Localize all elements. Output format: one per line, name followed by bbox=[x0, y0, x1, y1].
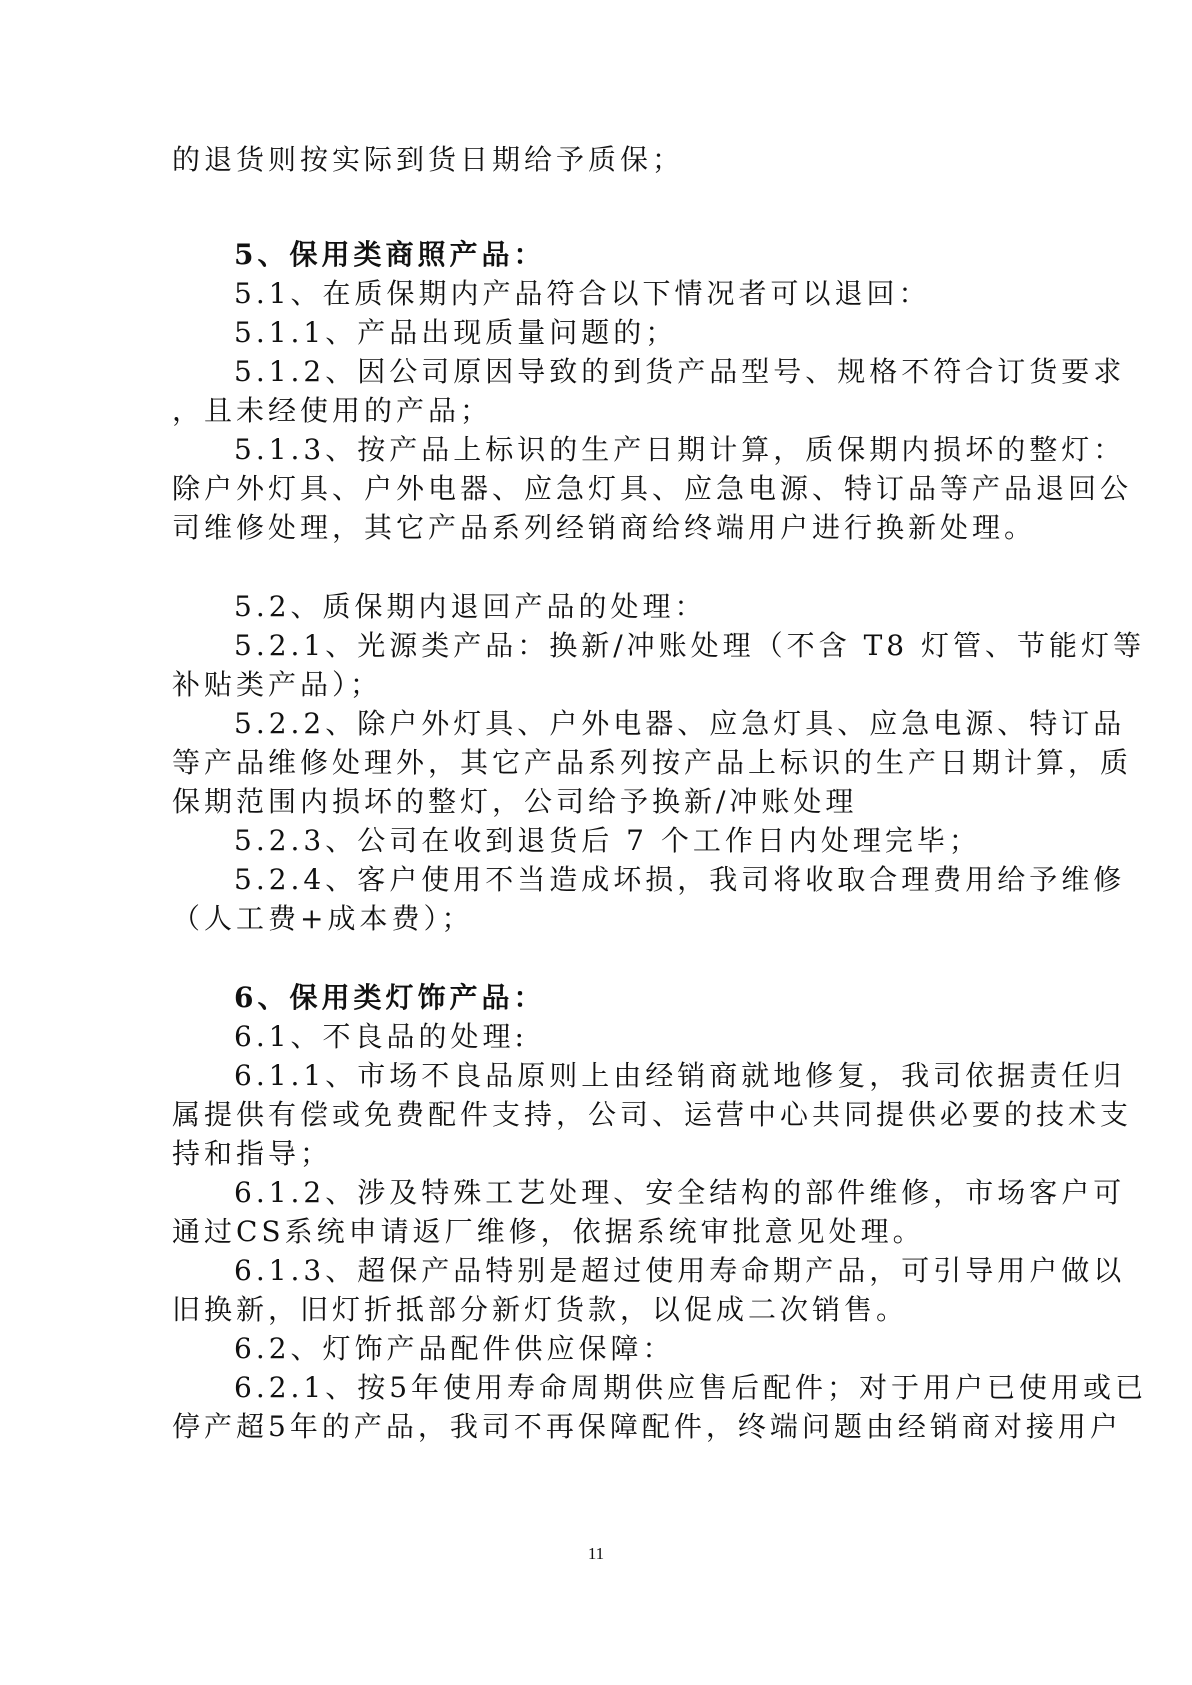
body-line: 6.1、不良品的处理: bbox=[234, 1020, 528, 1053]
body-line: 保期范围内损坏的整灯，公司给予换新/冲账处理 bbox=[172, 785, 858, 818]
document-body bbox=[172, 140, 1148, 1446]
body-line: 5.1.1、产品出现质量问题的； bbox=[234, 316, 678, 349]
body-line: 通过CS系统申请返厂维修，依据系统审批意见处理。 bbox=[172, 1215, 925, 1248]
body-line: 除户外灯具、户外电器、应急灯具、应急电源、特订品等产品退回公 bbox=[172, 472, 1133, 505]
paragraph-gap bbox=[172, 179, 1132, 235]
body-line: 停产超5年的产品，我司不再保障配件，终端问题由经销商对接用户 bbox=[172, 1410, 1122, 1443]
body-line: 5.1.3、按产品上标识的生产日期计算，质保期内损坏的整灯： bbox=[234, 433, 1126, 466]
paragraph-gap bbox=[172, 938, 1132, 978]
body-line: 6.1.1、市场不良品原则上由经销商就地修复，我司依据责任归 bbox=[234, 1059, 1126, 1092]
page-number: 11 bbox=[587, 1544, 605, 1563]
body-line: 补贴类产品）； bbox=[172, 668, 383, 701]
body-line: 的退货则按实际到货日期给予质保； bbox=[172, 143, 685, 176]
body-line: （人工费+成本费）； bbox=[172, 902, 474, 935]
section-heading: 6、保用类灯饰产品： bbox=[234, 981, 546, 1014]
body-line: 等产品维修处理外，其它产品系列按产品上标识的生产日期计算，质 bbox=[172, 746, 1133, 779]
body-line: 6.2、灯饰产品配件供应保障： bbox=[234, 1332, 675, 1365]
body-line: 6.2.1、按5年使用寿命周期供应售后配件；对于用户已使用或已 bbox=[234, 1371, 1148, 1404]
body-line: 持和指导； bbox=[172, 1137, 333, 1170]
body-line: 5.1.2、因公司原因导致的到货产品型号、规格不符合订货要求 bbox=[234, 355, 1126, 388]
body-line: 6.1.3、超保产品特别是超过使用寿命期产品，可引导用户做以 bbox=[234, 1254, 1126, 1287]
body-line: 5.2.2、除户外灯具、户外电器、应急灯具、应急电源、特订品 bbox=[234, 707, 1126, 740]
body-line: 5.2.3、公司在收到退货后 7 个工作日内处理完毕； bbox=[234, 824, 981, 857]
body-line: 旧换新，旧灯折抵部分新灯货款，以促成二次销售。 bbox=[172, 1293, 909, 1326]
body-line: 5.2、质保期内退回产品的处理： bbox=[234, 590, 707, 623]
body-line: 6.1.2、涉及特殊工艺处理、安全结构的部件维修，市场客户可 bbox=[234, 1176, 1126, 1209]
body-line: 5.2.4、客户使用不当造成坏损，我司将收取合理费用给予维修 bbox=[234, 863, 1126, 896]
paragraph-gap bbox=[172, 547, 1132, 587]
body-line: 属提供有偿或免费配件支持，公司、运营中心共同提供必要的技术支 bbox=[172, 1098, 1133, 1131]
body-line: 5.2.1、光源类产品：换新/冲账处理（不含 T8 灯管、节能灯等 bbox=[234, 629, 1145, 662]
body-line: 司维修处理，其它产品系列经销商给终端用户进行换新处理。 bbox=[172, 511, 1037, 544]
body-line: ，且未经使用的产品； bbox=[172, 394, 493, 427]
section-heading: 5、保用类商照产品： bbox=[234, 238, 546, 271]
body-line: 5.1、在质保期内产品符合以下情况者可以退回： bbox=[234, 277, 931, 310]
